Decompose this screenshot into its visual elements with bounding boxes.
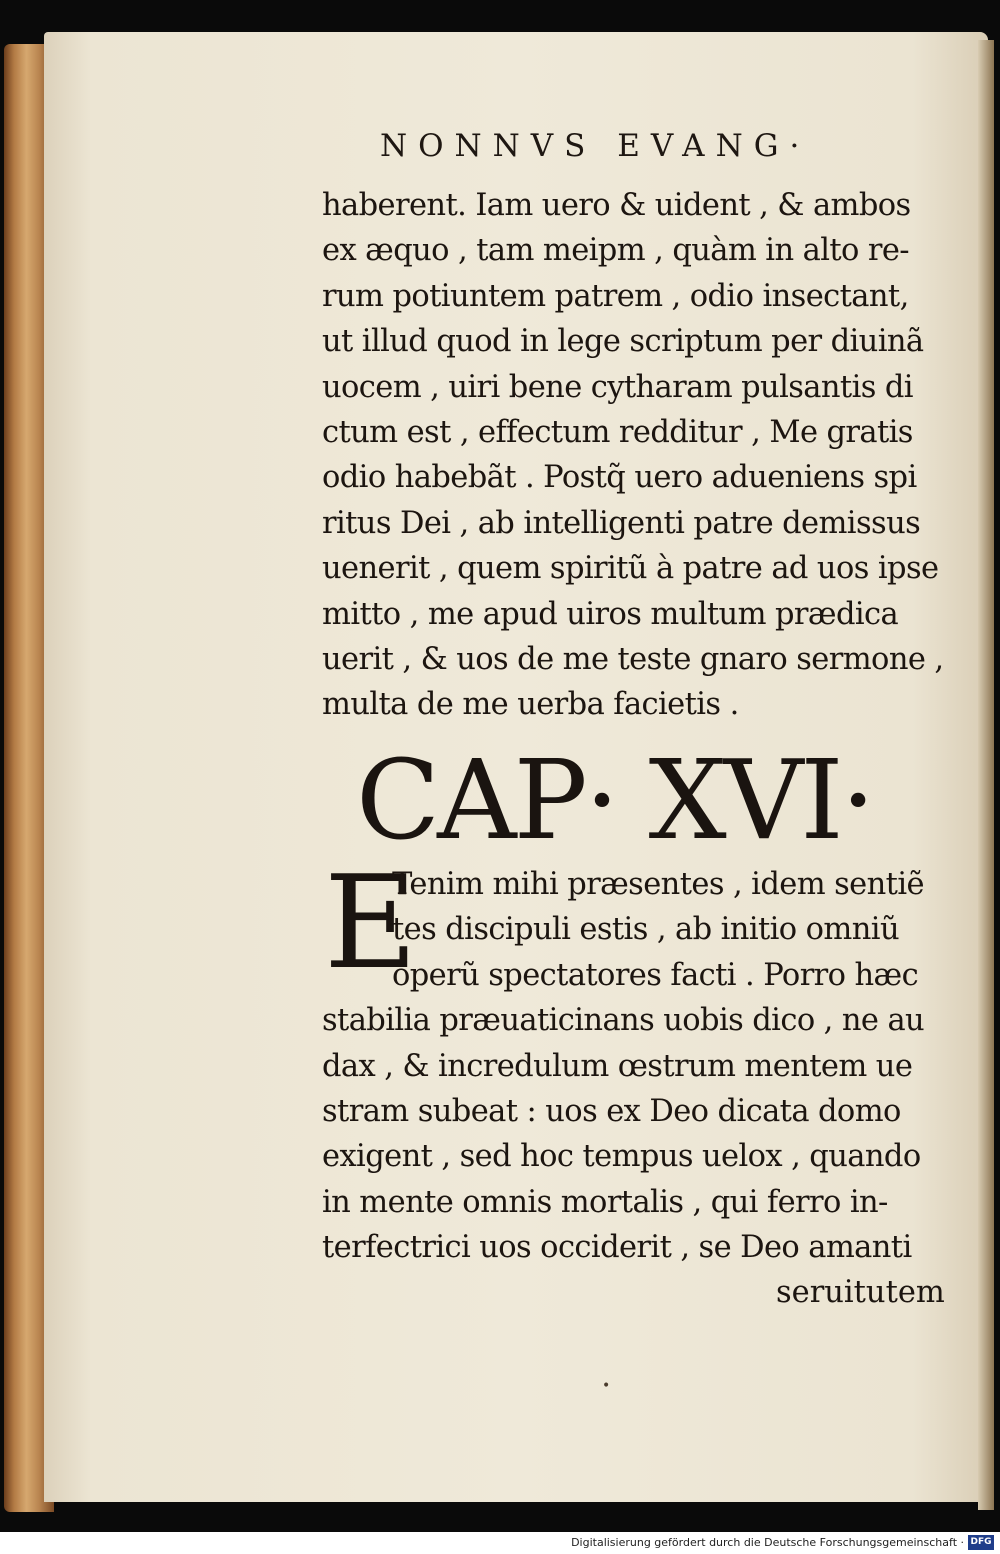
drop-cap: E — [324, 849, 418, 998]
text-line: multa de me uerba facietis . — [322, 687, 739, 723]
text-line: dax , & incredulum œstrum mentem ue — [322, 1048, 913, 1084]
running-head: NONNVS EVANG· — [380, 128, 811, 164]
catchword: seruitutem — [776, 1275, 945, 1310]
text-line: stram subeat : uos ex Deo dicata domo — [322, 1093, 901, 1129]
text-line: ritus Dei , ab intelligenti patre demissus — [322, 505, 921, 541]
text-line: ut illud quod in lege scriptum per diuinã — [322, 324, 924, 360]
digitization-credit: Digitalisierung gefördert durch die Deutsche Forschungsgemeinschaft · — [571, 1536, 964, 1549]
text-line: tes discipuli estis , ab initio omniũ — [392, 912, 899, 948]
page-gutter — [978, 40, 994, 1510]
text-line: ex æquo , tam meipm , quàm in alto re- — [322, 233, 909, 269]
text-line: mitto , me apud uiros multum prædica — [322, 596, 899, 632]
dfg-logo: DFG — [968, 1535, 994, 1550]
paragraph-2 — [322, 849, 952, 1271]
text-line: in mente omnis mortalis , qui ferro in- — [322, 1184, 888, 1220]
text-line: Tenim mihi præsentes , idem sentiẽ — [392, 867, 924, 902]
text-line: stabilia præuaticinans uobis dico , ne au — [322, 1003, 925, 1039]
chapter-heading: CAP· XVI· — [356, 736, 873, 864]
text-line: uocem , uiri bene cytharam pulsantis di — [322, 369, 913, 405]
text-line: rum potiuntem patrem , odio insectant, — [322, 278, 909, 314]
text-line: operũ spectatores facti . Porro hæc — [392, 957, 919, 993]
text-line: odio habebãt . Postq̃ uero adueniens spi — [322, 460, 917, 496]
text-line: uenerit , quem spiritũ à patre ad uos ipse — [322, 551, 939, 587]
text-line: haberent. Iam uero & uident , & ambos — [322, 188, 911, 223]
text-line: terfectrici uos occiderit , se Deo amanti — [322, 1230, 912, 1266]
text-line: exigent , sed hoc tempus uelox , quando — [322, 1139, 921, 1175]
text-line: ctum est , effectum redditur , Me gratis — [322, 414, 913, 450]
ink-speck: • — [602, 1378, 611, 1394]
paragraph-1 — [322, 183, 952, 728]
text-line: uerit , & uos de me teste gnaro sermone , — [322, 641, 944, 677]
